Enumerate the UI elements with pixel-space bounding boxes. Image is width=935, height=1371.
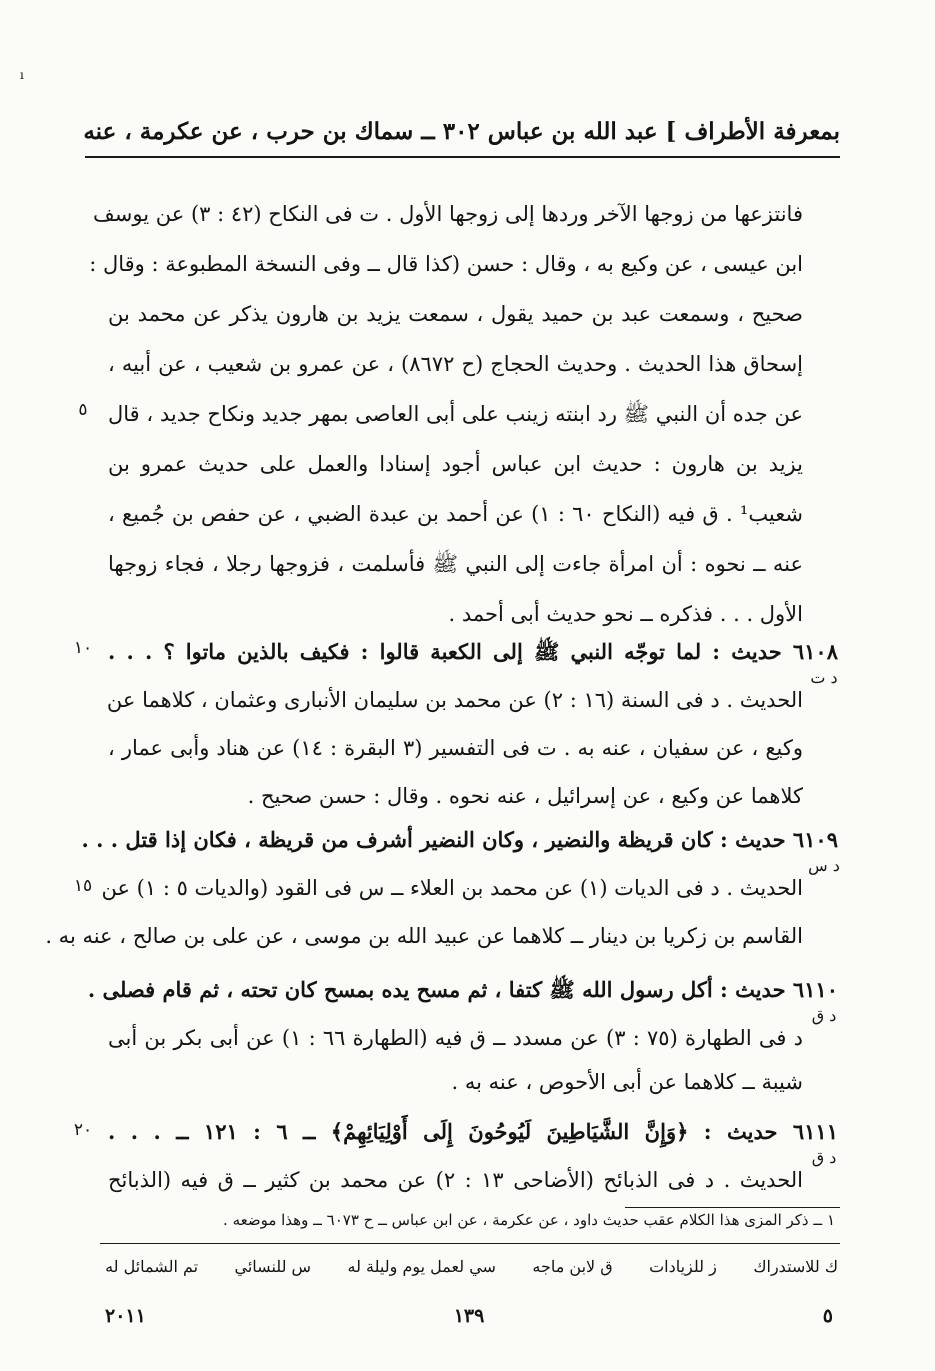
text-line: صحيح ، وسمعت عبد بن حميد يقول ، سمعت يزيد بن هارون يذكر عن محمد بن	[108, 302, 803, 326]
header-rule	[85, 156, 840, 158]
abbreviation-item: تم الشمائل له	[105, 1257, 199, 1276]
entry-sigla: د ت	[810, 668, 838, 687]
text-line: وكيع ، عن سفيان ، عنه به . ت فى التفسير (٣ البقرة : ١٤) عن هناد وأبى عمار ،	[108, 736, 804, 760]
text-line: شعيب¹ . ق فيه (النكاح ٦٠ : ١) عن أحمد بن عبدة الضبي ، عن حفص بن جُميع ،	[108, 502, 803, 526]
text-line: الحديث . د فى الديات (١) عن محمد بن العلاء ــ س فى القود (والديات ٥ : ١) عن	[101, 876, 803, 900]
text-line: القاسم بن زكريا بن دينار ــ كلاهما عن عبيد الله بن موسى ، عن على بن صالح ، عنه به .	[45, 924, 803, 948]
abbreviation-item: س للنسائي	[234, 1257, 312, 1276]
text-line: يزيد بن هارون : حديث ابن عباس أجود إسنادا والعمل على حديث عمرو بن	[108, 452, 803, 476]
abbreviation-rule	[100, 1243, 840, 1244]
text-line: كلاهما عن وكيع ، عن إسرائيل ، عنه نحوه . وقال : حسن صحيح .	[247, 784, 803, 808]
footer-bullet: ٥	[822, 1305, 833, 1327]
text-line: فانتزعها من زوجها الآخر وردها إلى زوجها الأول . ت فى النكاح (٤٢ : ٣) عن يوسف	[93, 202, 803, 226]
text-line: عنه ــ نحوه : أن امرأة جاءت إلى النبي ﷺ فأسلمت ، فزوجها رجلا ، فجاء زوجها	[108, 552, 803, 576]
header-title: بمعرفة الأطراف ] عبد الله بن عباس ٣٠٢ ــ سماك بن حرب ، عن عكرمة ، عنه	[83, 118, 840, 145]
footnote: ١ ــ ذكر المزى هذا الكلام عقب حديث داود ، عن عكرمة ، عن ابن عباس ــ ح ٦٠٧٣ ــ وهذا موضعه .	[223, 1211, 835, 1229]
text-line: الحديث . د فى السنة (١٦ : ٢) عن محمد بن سليمان الأنبارى وعثمان ، كلاهما عن	[106, 688, 803, 712]
entry-sigla: د ق	[811, 1148, 837, 1167]
line-counter: ٢٠	[73, 1120, 93, 1140]
abbreviation-item: ك للاستدراك	[753, 1257, 838, 1276]
entry-sigla: د ق	[811, 1006, 837, 1025]
text-line: الحديث . د فى الذبائح (الأضاحى ١٣ : ٢) عن محمد بن كثير ــ ق فيه (الذبائح	[108, 1168, 803, 1192]
page-number: ١٣٩	[453, 1305, 485, 1327]
text-line: شيبة ــ كلاهما عن أبى الأحوص ، عنه به .	[451, 1070, 803, 1094]
line-counter: ١٠	[73, 638, 93, 658]
text-line: عن جده أن النبي ﷺ رد ابنته زينب على أبى العاصى بمهر جديد ونكاح جديد ، قال	[108, 402, 803, 426]
abbreviation-legend	[105, 1257, 838, 1287]
text-line: الأول . . . فذكره ــ نحو حديث أبى أحمد .	[448, 602, 803, 626]
line-counter: ٥	[78, 400, 88, 420]
running-header	[85, 112, 840, 158]
page-footer	[105, 1305, 833, 1335]
entry-sigla: د س	[808, 856, 840, 875]
hadith-entry-heading: ٦١٠٨ حديث : لما توجّه النبي ﷺ إلى الكعبة قالوا : فكيف بالذين ماتوا ؟ . . .	[108, 639, 838, 664]
line-counter: ١٥	[73, 876, 93, 896]
hadith-entry-heading: ٦١١١ حديث : ﴿وَإِنَّ الشَّيَاطِينَ لَيُوحُونَ إِلَى أَوْلِيَائِهِمْ﴾ ــ ٦ : ١٢١ ــ . . .	[108, 1119, 838, 1144]
hadith-entry-heading: ٦١١٠ حديث : أكل رسول الله ﷺ كتفا ، ثم مسح يده بمسح كان تحته ، ثم قام فصلى .	[87, 977, 838, 1002]
abbreviation-item: ق لابن ماجه	[532, 1257, 613, 1276]
abbreviation-item: سي لعمل يوم وليلة له	[347, 1257, 496, 1276]
abbreviation-item: ز للزيادات	[649, 1257, 717, 1276]
text-line: ابن عيسى ، عن وكيع به ، وقال : حسن (كذا قال ــ وفى النسخة المطبوعة : وقال :	[89, 252, 803, 276]
text-line: د فى الطهارة (٧٥ : ٣) عن مسدد ــ ق فيه (الطهارة ٦٦ : ١) عن أبى بكر بن أبى	[108, 1026, 804, 1050]
corner-mark: ı	[20, 68, 24, 82]
text-line: إسحاق هذا الحديث . وحديث الحجاج (ح ٨٦٧٢) ، عن عمرو بن شعيب ، عن أبيه ،	[108, 352, 804, 376]
volume-code: ٢٠١١	[105, 1305, 146, 1327]
footnote-rule	[625, 1207, 840, 1208]
hadith-entry-heading: ٦١٠٩ حديث : كان قريظة والنضير ، وكان النضير أشرف من قريظة ، فكان إذا قتل . . .	[81, 827, 838, 852]
